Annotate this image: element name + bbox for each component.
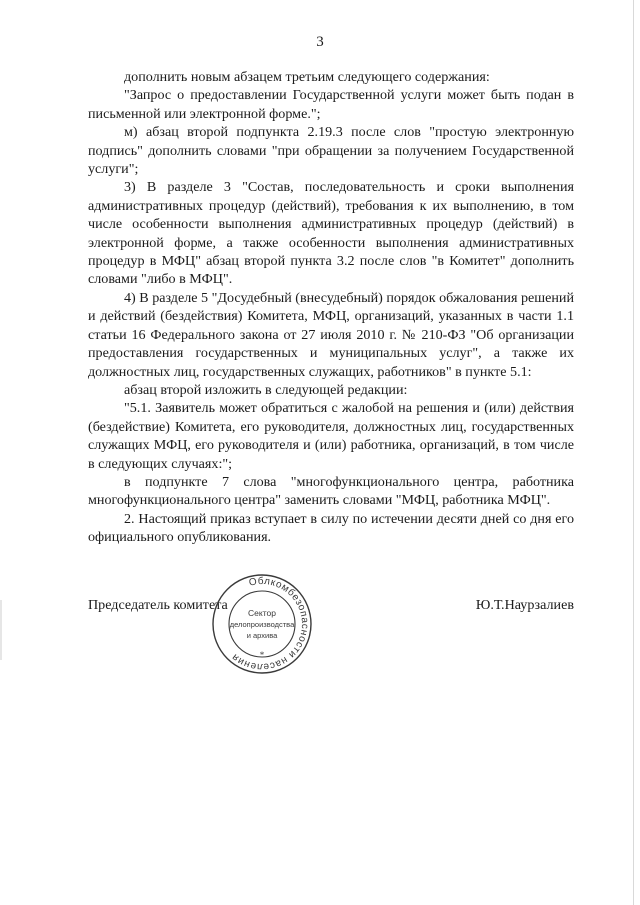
paragraph-6: абзац второй изложить в следующей редакции: — [124, 381, 408, 398]
stamp-line-3: и архива — [246, 631, 278, 640]
stamp-star-icon: * — [259, 650, 265, 660]
signatory-name: Ю.Т.Наурзалиев — [475, 597, 574, 613]
paragraph-5: 4) В разделе 5 "Досудебный (внесудебный) порядок обжалования решений и действий (бездействия) Комитета, МФЦ, организаций, указанных в части 1.1 статьи 16 Федерального закона от 27 июля 2010 г. № 210-ФЗ "Об организации предоставления государственных и муниципальных услуг", а также их должностных лиц, государственных служащих, работников" в пункте 5.1: — [88, 289, 574, 380]
paragraph-7: "5.1. Заявитель может обратиться с жалобой на решения и (или) действия (бездействие) Комитета, его руководителя, должностных лиц, государственных служащих МФЦ, его руководителя и (или) работника, организаций, в том числе в следующих случаях:"; — [88, 400, 574, 472]
signatory-title: Председатель комитета — [88, 597, 228, 613]
document-body — [88, 68, 574, 547]
paragraph-2: "Запрос о предоставлении Государственной услуги может быть подан в письменной или электронной форме."; — [88, 87, 574, 122]
paragraph-8: в подпункте 7 слова "многофункционального центра, работника многофункционального центра" заменить словами "МФЦ, работника МФЦ". — [88, 473, 574, 509]
stamp-line-1: Сектор — [248, 608, 276, 618]
page-number: 3 — [316, 34, 324, 50]
paragraph-3: м) абзац второй подпункта 2.19.3 после слов "простую электронную подпись" дополнить словами "при обращении за получением Государственной услуги"; — [88, 124, 574, 178]
official-stamp — [210, 572, 314, 676]
paragraph-1: дополнить новым абзацем третьим следующего содержания: — [124, 69, 490, 85]
paragraph-9: 2. Настоящий приказ вступает в силу по истечении десяти дней со дня его официального опубликования. — [88, 510, 574, 546]
stamp-ring-text: Облкомбезопасности населения — [229, 575, 311, 673]
paragraph-4: 3) В разделе 3 "Состав, последовательность и сроки выполнения административных процедур (действий), требования к их выполнению, в том числе особенности выполнения административных процедур (действий) в электронной форме, а также особенности выполнения административных процедур в МФЦ" абзац второй пункта 3.2 после слов "в Комитет" дополнить словами "либо в МФЦ". — [88, 179, 574, 288]
scan-margin-mark — [0, 600, 2, 660]
stamp-line-2: делопроизводства — [229, 620, 295, 629]
page-edge-line — [633, 0, 634, 905]
stamp-seal-icon — [210, 572, 314, 676]
